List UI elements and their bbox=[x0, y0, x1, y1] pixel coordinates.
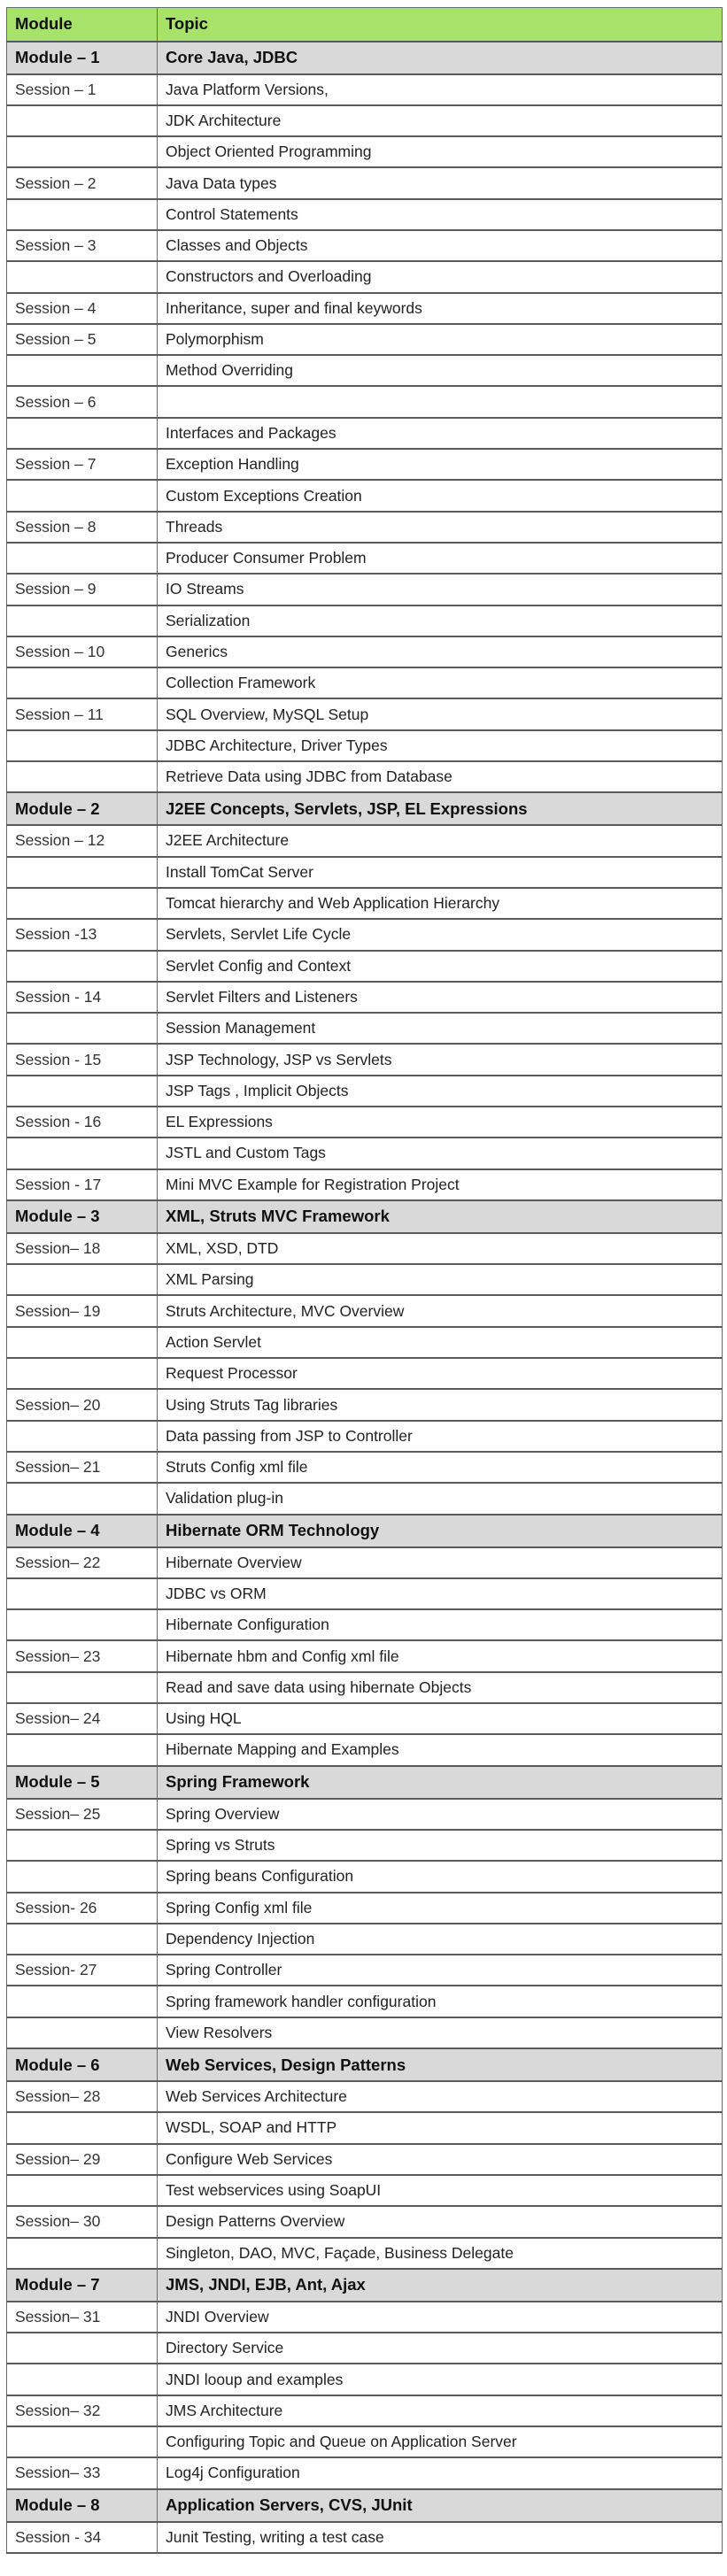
session-cell bbox=[7, 1924, 158, 1955]
table-row bbox=[7, 2206, 723, 2237]
session-cell bbox=[7, 1609, 158, 1640]
topic-cell: WSDL, SOAP and HTTP bbox=[158, 2112, 723, 2143]
session-cell bbox=[7, 1861, 158, 1892]
session-cell bbox=[7, 667, 158, 698]
session-cell bbox=[7, 1734, 158, 1765]
table-row bbox=[7, 1076, 723, 1107]
topic-cell: Java Platform Versions, bbox=[158, 74, 723, 105]
topic-cell: SQL Overview, MySQL Setup bbox=[158, 698, 723, 729]
table-row bbox=[7, 1013, 723, 1044]
table-row bbox=[7, 982, 723, 1013]
session-cell: Session – 11 bbox=[7, 698, 158, 729]
topic-cell: Exception Handling bbox=[158, 449, 723, 480]
module-row bbox=[7, 2489, 723, 2522]
topic-cell: Control Statements bbox=[158, 199, 723, 230]
topic-cell: Spring beans Configuration bbox=[158, 1861, 723, 1892]
session-cell: Session– 30 bbox=[7, 2206, 158, 2237]
session-cell: Session - 17 bbox=[7, 1169, 158, 1200]
session-cell bbox=[7, 1421, 158, 1452]
session-cell bbox=[7, 480, 158, 511]
module-title-cell: J2EE Concepts, Servlets, JSP, EL Expressions bbox=[158, 792, 723, 825]
table-row bbox=[7, 324, 723, 355]
table-row bbox=[7, 1327, 723, 1358]
table-row bbox=[7, 355, 723, 386]
module-row bbox=[7, 2269, 723, 2302]
module-title-cell: Core Java, JDBC bbox=[158, 42, 723, 74]
session-cell: Session– 19 bbox=[7, 1295, 158, 1326]
session-cell bbox=[7, 136, 158, 167]
session-cell bbox=[7, 951, 158, 982]
topic-cell: Constructors and Overloading bbox=[158, 261, 723, 292]
topic-cell: JDBC Architecture, Driver Types bbox=[158, 730, 723, 761]
topic-cell: Inheritance, super and final keywords bbox=[158, 293, 723, 324]
module-row bbox=[7, 792, 723, 825]
syllabus-table-container bbox=[6, 7, 722, 2554]
table-row bbox=[7, 825, 723, 856]
topic-cell: Hibernate Mapping and Examples bbox=[158, 1734, 723, 1765]
session-cell: Session - 16 bbox=[7, 1107, 158, 1138]
topic-cell: Servlet Filters and Listeners bbox=[158, 982, 723, 1013]
topic-cell: JSP Tags , Implicit Objects bbox=[158, 1076, 723, 1107]
topic-cell: Struts Architecture, MVC Overview bbox=[158, 1295, 723, 1326]
session-cell: Session – 1 bbox=[7, 74, 158, 105]
topic-cell: XML, XSD, DTD bbox=[158, 1233, 723, 1264]
table-row bbox=[7, 418, 723, 449]
topic-cell: Servlet Config and Context bbox=[158, 951, 723, 982]
table-header-row bbox=[7, 8, 723, 42]
table-row bbox=[7, 512, 723, 543]
session-cell: Session - 14 bbox=[7, 982, 158, 1013]
topic-cell: Session Management bbox=[158, 1013, 723, 1044]
session-cell bbox=[7, 1138, 158, 1168]
table-row bbox=[7, 919, 723, 950]
topic-cell: Configuring Topic and Queue on Application Server bbox=[158, 2426, 723, 2457]
table-row bbox=[7, 667, 723, 698]
table-row bbox=[7, 1483, 723, 1514]
session-cell bbox=[7, 1830, 158, 1861]
table-row bbox=[7, 2017, 723, 2048]
session-cell: Session- 26 bbox=[7, 1893, 158, 1924]
table-row bbox=[7, 2112, 723, 2143]
session-cell: Session– 24 bbox=[7, 1703, 158, 1734]
table-row bbox=[7, 605, 723, 636]
topic-cell: Design Patterns Overview bbox=[158, 2206, 723, 2237]
table-row bbox=[7, 167, 723, 198]
topic-cell: XML Parsing bbox=[158, 1264, 723, 1295]
table-row bbox=[7, 261, 723, 292]
session-cell: Session – 6 bbox=[7, 386, 158, 417]
session-cell: Session– 25 bbox=[7, 1799, 158, 1830]
header-module: Module bbox=[7, 8, 158, 42]
table-row bbox=[7, 1799, 723, 1830]
module-cell: Module – 3 bbox=[7, 1200, 158, 1233]
table-row bbox=[7, 1703, 723, 1734]
table-row bbox=[7, 1861, 723, 1892]
topic-cell: Spring Overview bbox=[158, 1799, 723, 1830]
session-cell: Session – 8 bbox=[7, 512, 158, 543]
module-row bbox=[7, 42, 723, 74]
table-row bbox=[7, 1452, 723, 1483]
topic-cell: Spring vs Struts bbox=[158, 1830, 723, 1861]
topic-cell: Read and save data using hibernate Objects bbox=[158, 1672, 723, 1703]
session-cell bbox=[7, 888, 158, 919]
table-row bbox=[7, 2081, 723, 2112]
session-cell: Session – 7 bbox=[7, 449, 158, 480]
topic-cell: Method Overriding bbox=[158, 355, 723, 386]
table-row bbox=[7, 449, 723, 480]
topic-cell: Web Services Architecture bbox=[158, 2081, 723, 2112]
topic-cell: Producer Consumer Problem bbox=[158, 543, 723, 574]
syllabus-table bbox=[6, 7, 723, 2554]
table-row bbox=[7, 1734, 723, 1765]
topic-cell: JMS Architecture bbox=[158, 2395, 723, 2426]
session-cell: Session– 28 bbox=[7, 2081, 158, 2112]
topic-cell: Hibernate Configuration bbox=[158, 1609, 723, 1640]
table-row bbox=[7, 951, 723, 982]
topic-cell: Classes and Objects bbox=[158, 230, 723, 261]
table-row bbox=[7, 1233, 723, 1264]
topic-cell: Polymorphism bbox=[158, 324, 723, 355]
topic-cell: Using Struts Tag libraries bbox=[158, 1389, 723, 1420]
topic-cell: JSP Technology, JSP vs Servlets bbox=[158, 1044, 723, 1075]
session-cell: Session - 34 bbox=[7, 2522, 158, 2553]
table-body bbox=[7, 42, 723, 2553]
session-cell: Session – 12 bbox=[7, 825, 158, 856]
session-cell: Session– 32 bbox=[7, 2395, 158, 2426]
module-row bbox=[7, 2048, 723, 2081]
session-cell bbox=[7, 1327, 158, 1358]
topic-cell: Custom Exceptions Creation bbox=[158, 480, 723, 511]
module-cell: Module – 2 bbox=[7, 792, 158, 825]
session-cell: Session– 31 bbox=[7, 2302, 158, 2333]
module-cell: Module – 6 bbox=[7, 2048, 158, 2081]
topic-cell: Java Data types bbox=[158, 167, 723, 198]
table-row bbox=[7, 2302, 723, 2333]
session-cell: Session – 3 bbox=[7, 230, 158, 261]
topic-cell: Junit Testing, writing a test case bbox=[158, 2522, 723, 2553]
table-row bbox=[7, 199, 723, 230]
table-row bbox=[7, 1578, 723, 1609]
session-cell bbox=[7, 761, 158, 792]
table-row bbox=[7, 74, 723, 105]
topic-cell: Hibernate Overview bbox=[158, 1547, 723, 1578]
table-row bbox=[7, 636, 723, 667]
table-row bbox=[7, 1893, 723, 1924]
session-cell bbox=[7, 1578, 158, 1609]
module-cell: Module – 1 bbox=[7, 42, 158, 74]
table-row bbox=[7, 857, 723, 888]
table-row bbox=[7, 2457, 723, 2488]
session-cell: Session – 2 bbox=[7, 167, 158, 198]
module-title-cell: XML, Struts MVC Framework bbox=[158, 1200, 723, 1233]
table-row bbox=[7, 1421, 723, 1452]
table-row bbox=[7, 574, 723, 605]
topic-cell: Struts Config xml file bbox=[158, 1452, 723, 1483]
session-cell: Session– 20 bbox=[7, 1389, 158, 1420]
session-cell bbox=[7, 1672, 158, 1703]
session-cell bbox=[7, 605, 158, 636]
table-row bbox=[7, 543, 723, 574]
session-cell: Session– 21 bbox=[7, 1452, 158, 1483]
table-row bbox=[7, 1672, 723, 1703]
session-cell bbox=[7, 2333, 158, 2364]
table-row bbox=[7, 888, 723, 919]
topic-cell bbox=[158, 386, 723, 417]
table-row bbox=[7, 1986, 723, 2017]
topic-cell: J2EE Architecture bbox=[158, 825, 723, 856]
table-row bbox=[7, 2175, 723, 2206]
session-cell: Session -13 bbox=[7, 919, 158, 950]
module-row bbox=[7, 1766, 723, 1799]
module-cell: Module – 5 bbox=[7, 1766, 158, 1799]
topic-cell: Object Oriented Programming bbox=[158, 136, 723, 167]
session-cell bbox=[7, 1483, 158, 1514]
table-row bbox=[7, 293, 723, 324]
session-cell: Session- 27 bbox=[7, 1955, 158, 1986]
topic-cell: JNDI looup and examples bbox=[158, 2364, 723, 2395]
topic-cell: Dependency Injection bbox=[158, 1924, 723, 1955]
module-cell: Module – 4 bbox=[7, 1515, 158, 1547]
topic-cell: Singleton, DAO, MVC, Façade, Business Delegate bbox=[158, 2238, 723, 2269]
topic-cell: Directory Service bbox=[158, 2333, 723, 2364]
module-title-cell: Hibernate ORM Technology bbox=[158, 1515, 723, 1547]
session-cell: Session – 9 bbox=[7, 574, 158, 605]
topic-cell: View Resolvers bbox=[158, 2017, 723, 2048]
topic-cell: Configure Web Services bbox=[158, 2144, 723, 2175]
session-cell bbox=[7, 2017, 158, 2048]
table-row bbox=[7, 230, 723, 261]
table-row bbox=[7, 105, 723, 136]
module-row bbox=[7, 1200, 723, 1233]
session-cell bbox=[7, 857, 158, 888]
topic-cell: Generics bbox=[158, 636, 723, 667]
session-cell: Session– 29 bbox=[7, 2144, 158, 2175]
table-row bbox=[7, 730, 723, 761]
topic-cell: Collection Framework bbox=[158, 667, 723, 698]
session-cell bbox=[7, 543, 158, 574]
topic-cell: Serialization bbox=[158, 605, 723, 636]
topic-cell: JNDI Overview bbox=[158, 2302, 723, 2333]
topic-cell: JDBC vs ORM bbox=[158, 1578, 723, 1609]
session-cell bbox=[7, 1358, 158, 1389]
module-title-cell: JMS, JNDI, EJB, Ant, Ajax bbox=[158, 2269, 723, 2302]
topic-cell: Request Processor bbox=[158, 1358, 723, 1389]
session-cell bbox=[7, 1013, 158, 1044]
topic-cell: Hibernate hbm and Config xml file bbox=[158, 1640, 723, 1671]
topic-cell: Action Servlet bbox=[158, 1327, 723, 1358]
topic-cell: JDK Architecture bbox=[158, 105, 723, 136]
topic-cell: Threads bbox=[158, 512, 723, 543]
table-row bbox=[7, 1547, 723, 1578]
table-row bbox=[7, 2364, 723, 2395]
session-cell bbox=[7, 2426, 158, 2457]
topic-cell: Spring Config xml file bbox=[158, 1893, 723, 1924]
table-row bbox=[7, 1264, 723, 1295]
table-row bbox=[7, 761, 723, 792]
table-row bbox=[7, 386, 723, 417]
table-row bbox=[7, 2395, 723, 2426]
header-topic: Topic bbox=[158, 8, 723, 42]
table-row bbox=[7, 2144, 723, 2175]
session-cell bbox=[7, 2364, 158, 2395]
session-cell bbox=[7, 1264, 158, 1295]
table-row bbox=[7, 1389, 723, 1420]
table-row bbox=[7, 2426, 723, 2457]
session-cell: Session– 33 bbox=[7, 2457, 158, 2488]
session-cell bbox=[7, 730, 158, 761]
module-row bbox=[7, 1515, 723, 1547]
session-cell: Session– 22 bbox=[7, 1547, 158, 1578]
topic-cell: Install TomCat Server bbox=[158, 857, 723, 888]
topic-cell: Using HQL bbox=[158, 1703, 723, 1734]
session-cell bbox=[7, 2175, 158, 2206]
session-cell bbox=[7, 105, 158, 136]
session-cell: Session - 15 bbox=[7, 1044, 158, 1075]
session-cell bbox=[7, 2238, 158, 2269]
table-row bbox=[7, 2333, 723, 2364]
table-row bbox=[7, 2238, 723, 2269]
topic-cell: JSTL and Custom Tags bbox=[158, 1138, 723, 1168]
module-cell: Module – 8 bbox=[7, 2489, 158, 2522]
module-title-cell: Spring Framework bbox=[158, 1766, 723, 1799]
session-cell bbox=[7, 2112, 158, 2143]
session-cell bbox=[7, 418, 158, 449]
session-cell bbox=[7, 1986, 158, 2017]
table-row bbox=[7, 1107, 723, 1138]
session-cell: Session – 4 bbox=[7, 293, 158, 324]
session-cell: Session – 10 bbox=[7, 636, 158, 667]
session-cell: Session– 18 bbox=[7, 1233, 158, 1264]
topic-cell: Validation plug-in bbox=[158, 1483, 723, 1514]
table-row bbox=[7, 1830, 723, 1861]
topic-cell: IO Streams bbox=[158, 574, 723, 605]
table-row bbox=[7, 2522, 723, 2553]
table-row bbox=[7, 480, 723, 511]
table-row bbox=[7, 1609, 723, 1640]
table-row bbox=[7, 136, 723, 167]
topic-cell: Servlets, Servlet Life Cycle bbox=[158, 919, 723, 950]
table-row bbox=[7, 1924, 723, 1955]
topic-cell: Tomcat hierarchy and Web Application Hierarchy bbox=[158, 888, 723, 919]
table-row bbox=[7, 1044, 723, 1075]
module-cell: Module – 7 bbox=[7, 2269, 158, 2302]
table-row bbox=[7, 1358, 723, 1389]
topic-cell: Data passing from JSP to Controller bbox=[158, 1421, 723, 1452]
table-row bbox=[7, 698, 723, 729]
table-row bbox=[7, 1138, 723, 1168]
session-cell: Session– 23 bbox=[7, 1640, 158, 1671]
topic-cell: Test webservices using SoapUI bbox=[158, 2175, 723, 2206]
module-title-cell: Web Services, Design Patterns bbox=[158, 2048, 723, 2081]
table-row bbox=[7, 1955, 723, 1986]
session-cell: Session – 5 bbox=[7, 324, 158, 355]
topic-cell: Retrieve Data using JDBC from Database bbox=[158, 761, 723, 792]
session-cell bbox=[7, 199, 158, 230]
session-cell bbox=[7, 355, 158, 386]
topic-cell: Log4j Configuration bbox=[158, 2457, 723, 2488]
topic-cell: Interfaces and Packages bbox=[158, 418, 723, 449]
session-cell bbox=[7, 1076, 158, 1107]
table-row bbox=[7, 1295, 723, 1326]
topic-cell: Spring Controller bbox=[158, 1955, 723, 1986]
table-row bbox=[7, 1169, 723, 1200]
module-title-cell: Application Servers, CVS, JUnit bbox=[158, 2489, 723, 2522]
topic-cell: Mini MVC Example for Registration Project bbox=[158, 1169, 723, 1200]
topic-cell: EL Expressions bbox=[158, 1107, 723, 1138]
session-cell bbox=[7, 261, 158, 292]
topic-cell: Spring framework handler configuration bbox=[158, 1986, 723, 2017]
table-row bbox=[7, 1640, 723, 1671]
